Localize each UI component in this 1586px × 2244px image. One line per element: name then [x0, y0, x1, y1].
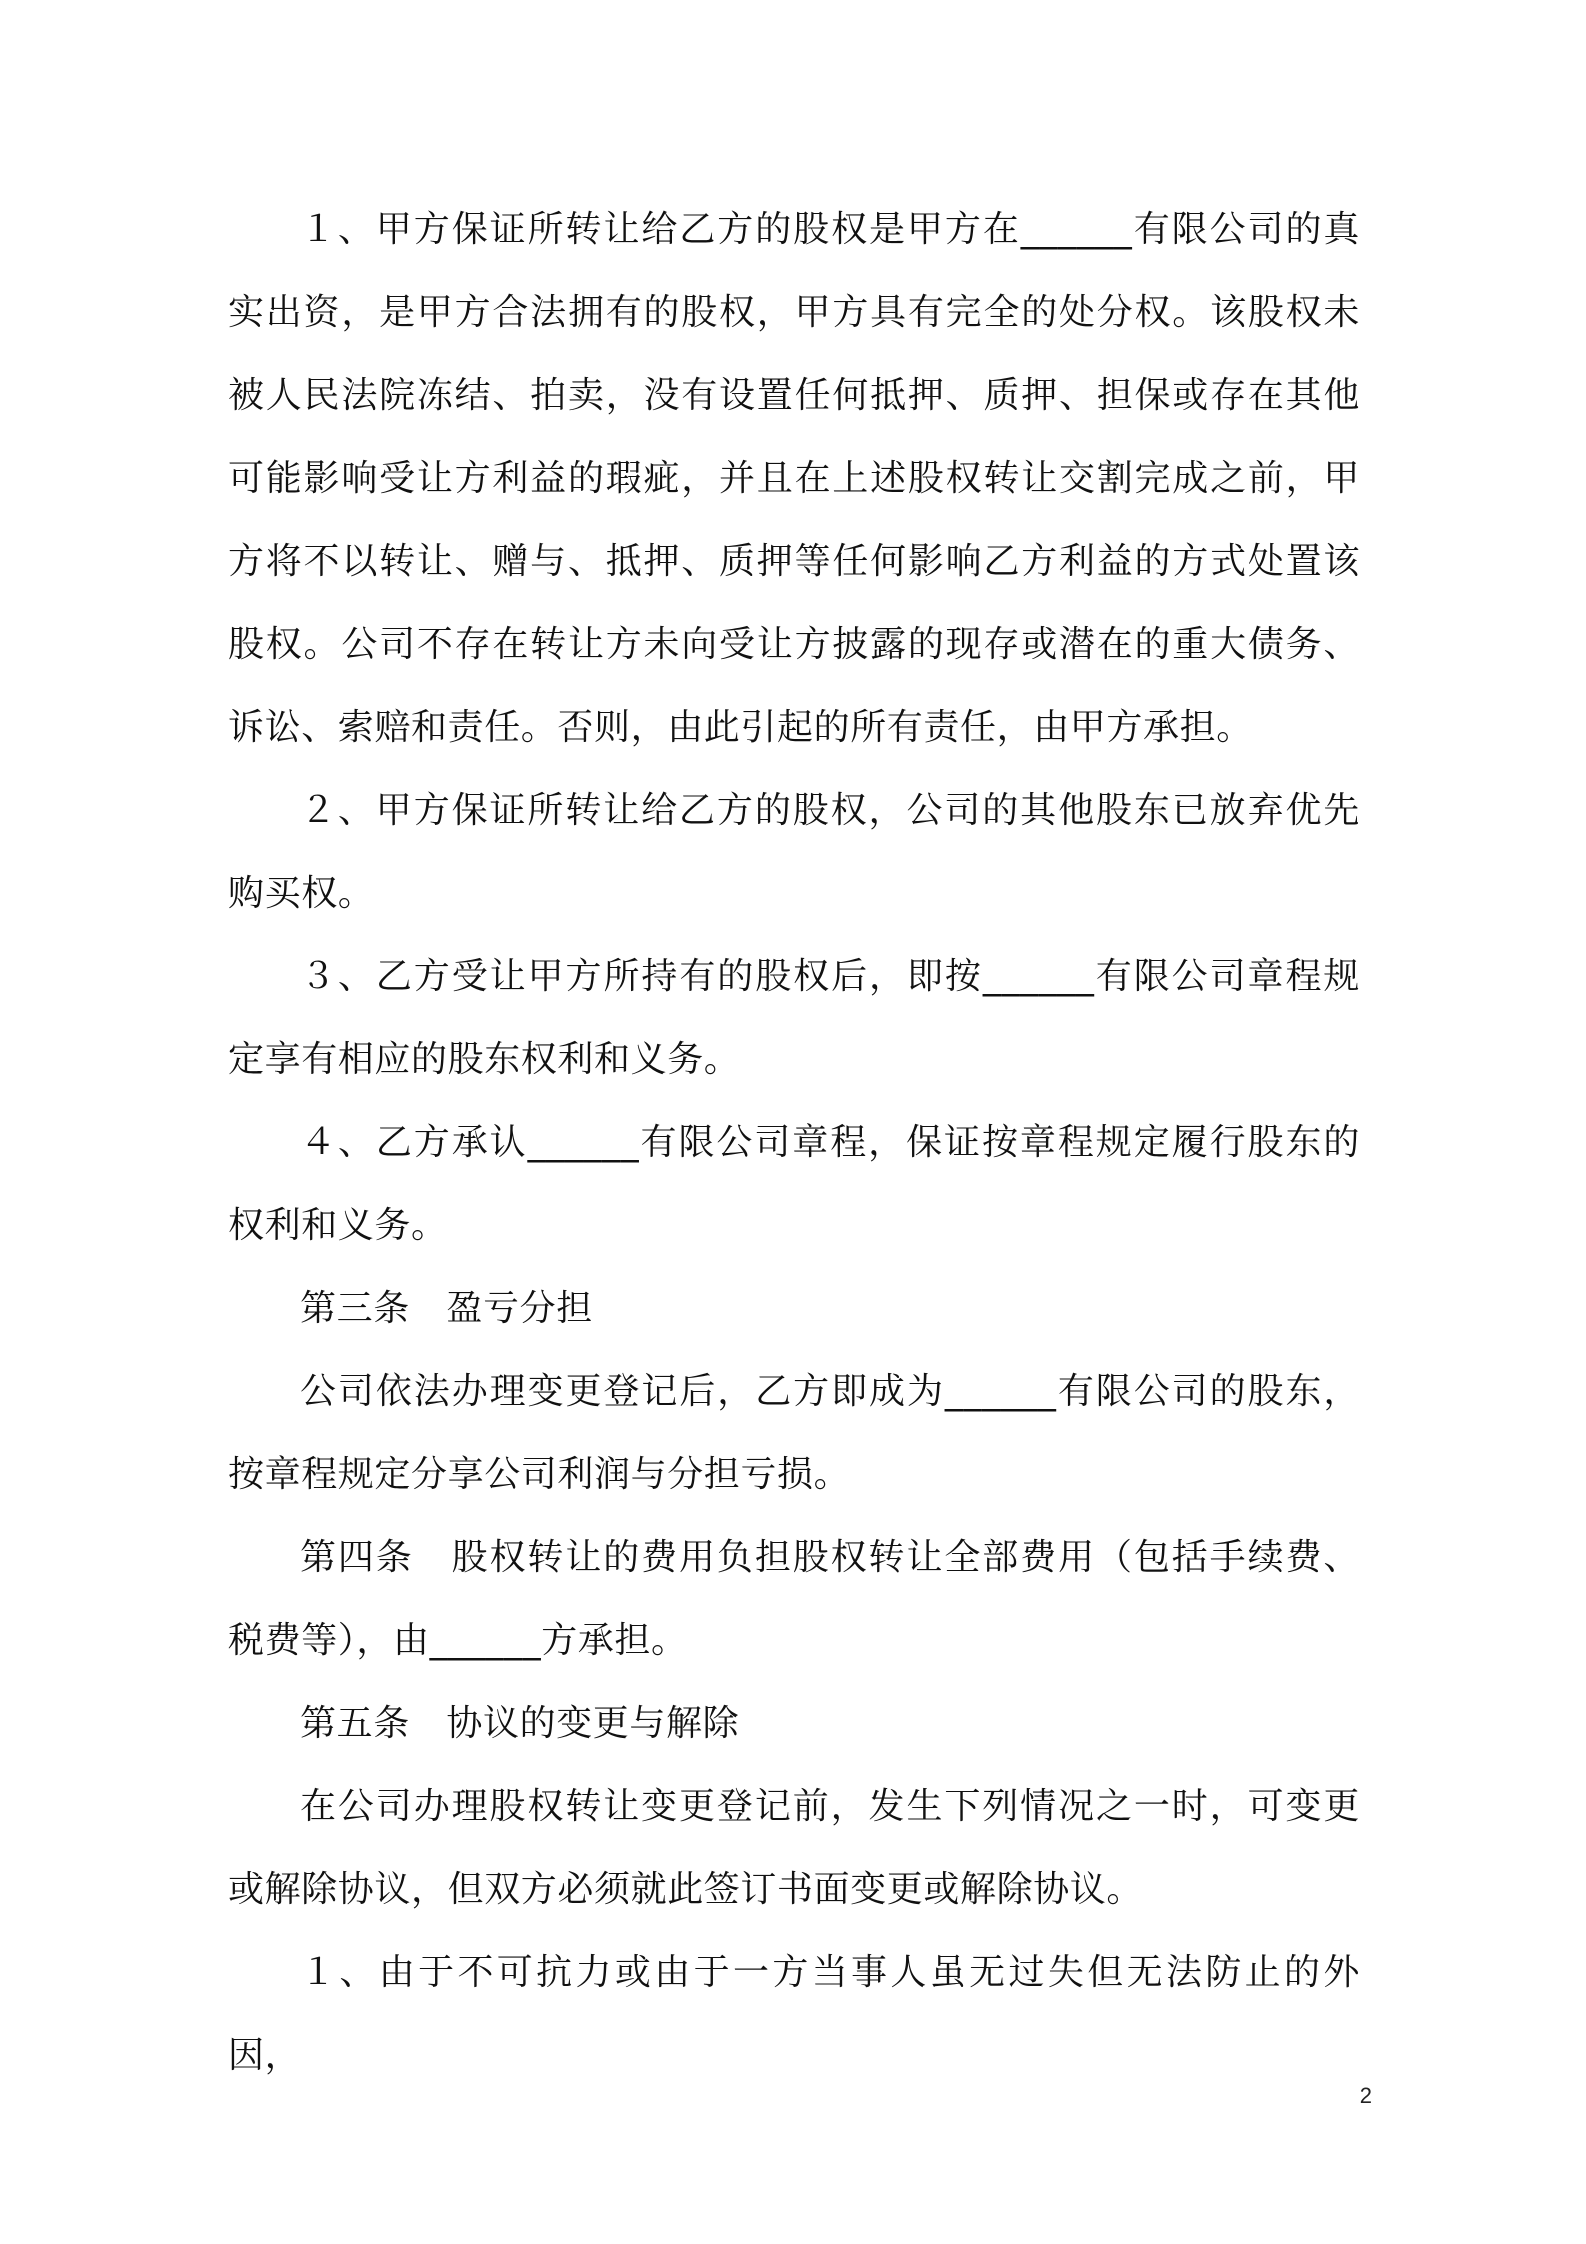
clause-2-preemption-paragraph: ２、甲方保证所转让给乙方的股权，公司的其他股东已放弃优先购买权。: [228, 790, 1360, 914]
article-3-heading: 第三条 盈亏分担: [300, 1288, 593, 1329]
article-5-clause-1-paragraph: １、由于不可抗力或由于一方当事人虽无过失但无法防止的外因，: [228, 1952, 1360, 2076]
clause-4-articles-paragraph: ４、乙方承认______有限公司章程，保证按章程规定履行股东的权利和义务。: [228, 1122, 1360, 1246]
article-5-body-paragraph: 在公司办理股权转让变更登记前，发生下列情况之一时，可变更或解除协议，但双方必须就此签订书面变更或解除协议。: [228, 1786, 1360, 1910]
document-body: [228, 188, 1360, 2097]
article-3-body-paragraph: 公司依法办理变更登记后，乙方即成为______有限公司的股东，按章程规定分享公司利润与分担亏损。: [228, 1371, 1360, 1495]
clause-1-warranty-paragraph: １、甲方保证所转让给乙方的股权是甲方在______有限公司的真实出资，是甲方合法拥有的股权，甲方具有完全的处分权。该股权未被人民法院冻结、拍卖，没有设置任何抵押、质押、担保或存在其他可能影响受让方利益的瑕疵，并且在上述股权转让交割完成之前，甲方将不以转让、赠与、抵押、质押等任何影响乙方利益的方式处置该股权。公司不存在转让方未向受让方披露的现存或潜在的重大债务、诉讼、索赔和责任。否则，由此引起的所有责任，由甲方承担。: [228, 209, 1360, 748]
clause-3-rights-paragraph: ３、乙方受让甲方所持有的股权后，即按______有限公司章程规定享有相应的股东权利和义务。: [228, 956, 1360, 1080]
article-4-paragraph: 第四条 股权转让的费用负担股权转让全部费用（包括手续费、税费等），由______方承担。: [228, 1537, 1360, 1661]
article-5-heading: 第五条 协议的变更与解除: [300, 1703, 740, 1744]
page-number: 2: [1359, 2083, 1372, 2108]
